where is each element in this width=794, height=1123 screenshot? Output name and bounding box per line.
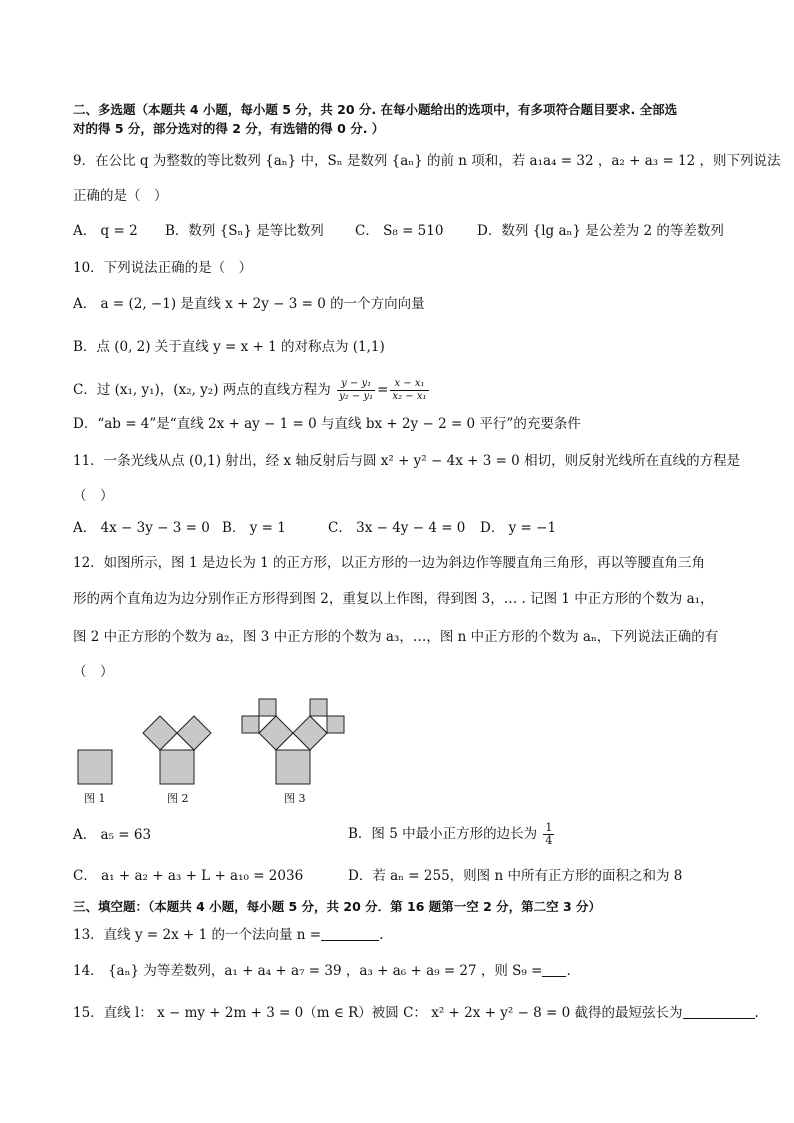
q12-option-b-fraction <box>543 822 554 847</box>
fig3-caption: 图 3 <box>284 792 306 805</box>
fig1-square <box>78 750 112 784</box>
q10-fraction-right <box>390 378 428 403</box>
q12-option-b <box>348 822 556 847</box>
q10-option-d: D．“ab = 4”是“直线 2x + ay − 1 = 0 与直线 bx + 2y − 2 = 0 平行”的充要条件 <box>73 416 581 432</box>
q13-line <box>73 926 383 944</box>
q9-stem-line2: 正确的是（ ） <box>73 188 168 204</box>
q9-stem-line1: 9．在公比 q 为整数的等比数列 {aₙ} 中，Sₙ 是数列 {aₙ} 的前 n 项和，若 a₁a₄ = 32 ，a₂ + a₃ = 12 ，则下列说法 <box>73 153 781 169</box>
q9-option-b: B．数列 {Sₙ} 是等比数列 <box>165 223 324 239</box>
q11-option-d: D． y = −1 <box>480 520 557 536</box>
q12-stem-line4: （ ） <box>73 664 114 680</box>
q9-option-d: D．数列 {lg aₙ} 是公差为 2 的等差数列 <box>477 223 724 239</box>
q12-option-c: C． a₁ + a₂ + a₃ + L + a₁₀ = 2036 <box>73 868 304 884</box>
q14-answer-blank[interactable] <box>542 976 566 977</box>
q15-answer-blank[interactable] <box>683 1018 755 1019</box>
q11-stem-line2: （ ） <box>73 488 114 504</box>
q11-option-a: A． 4x − 3y − 3 = 0 <box>73 520 210 536</box>
fig3-drawing <box>242 699 344 784</box>
fraction-numerator: 1 <box>545 821 553 834</box>
q10-option-a: A． a = (2, −1) 是直线 x + 2y − 3 = 0 的一个方向向量 <box>73 296 425 312</box>
q12-option-a: A． a₅ = 63 <box>73 827 152 843</box>
q9-option-a: A． q = 2 <box>73 223 138 239</box>
q13-text: 13．直线 y = 2x + 1 的一个法向量 n = <box>73 927 322 943</box>
section2-header-line1: 二、多选题（本题共 4 小题，每小题 5 分，共 20 分. 在每小题给出的选项中，有多项符合题目要求. 全部选 <box>73 102 678 117</box>
q15-text: 15．直线 l： x − my + 2m + 3 = 0（m ∈ R）被圆 C： x² + 2x + y² − 8 = 0 截得的最短弦长为 <box>73 1005 683 1021</box>
q10-fraction-left <box>337 378 375 403</box>
fig1-caption: 图 1 <box>84 792 106 805</box>
section3-header: 三、填空题：（本题共 4 小题，每小题 5 分，共 20 分．第 16 题第一空 2 分，第二空 3 分） <box>73 899 602 914</box>
q11-option-b: B． y = 1 <box>222 520 286 536</box>
q13-end: . <box>379 927 384 943</box>
q12-figures <box>70 695 360 790</box>
fraction-numerator: x − x₁ <box>390 378 428 391</box>
q11-stem-line1: 11．一条光线从点 (0,1) 射出，经 x 轴反射后与圆 x² + y² − 4x + 3 = 0 相切，则反射光线所在直线的方程是 <box>73 453 741 469</box>
q11-option-c: C． 3x − 4y − 4 = 0 <box>328 520 466 536</box>
q13-answer-blank[interactable] <box>321 940 379 941</box>
q9-option-c: C． S₈ = 510 <box>355 223 444 239</box>
q15-line <box>73 1004 759 1022</box>
fig2-caption: 图 2 <box>167 792 189 805</box>
q12-stem-line2: 形的两个直角边为边分别作正方形得到图 2，重复以上作图，得到图 3，… . 记图 1 中正方形的个数为 a₁， <box>73 591 714 607</box>
q15-end: . <box>754 1005 759 1021</box>
fig2-drawing <box>143 716 211 784</box>
fraction-denominator: y₂ − y₁ <box>339 391 374 402</box>
q10-option-c-text: C．过 (x₁, y₁)，(x₂, y₂) 两点的直线方程为 <box>73 382 331 398</box>
q14-line <box>73 962 571 980</box>
q10-option-b: B．点 (0, 2) 关于直线 y = x + 1 的对称点为 (1,1) <box>73 339 385 355</box>
q12-stem-line1: 12．如图所示，图 1 是边长为 1 的正方形，以正方形的一边为斜边作等腰直角三角形，再以等腰直角三角 <box>73 555 706 571</box>
section2-header-line2: 对的得 5 分，部分选对的得 2 分，有选错的得 0 分. ） <box>73 121 385 136</box>
q10-option-c: C．过 (x₁, y₁)，(x₂, y₂) 两点的直线方程为 $\frac{\text{y − y₁}}{\text{y₂ − y₁}}$ = $\frac{\text{x − x₁}}{\text{x₂ − x₁}}$ <box>73 378 427 402</box>
q12-option-d: D．若 aₙ = 255，则图 n 中所有正方形的面积之和为 8 <box>348 868 683 884</box>
q14-text: 14． {aₙ} 为等差数列，a₁ + a₄ + a₇ = 39 ，a₃ + a₆ + a₉ = 27 ，则 S₉ = <box>73 963 543 979</box>
q10-stem: 10．下列说法正确的是（ ） <box>73 260 253 276</box>
q12-option-b-text: B．图 5 中最小正方形的边长为 <box>348 826 538 842</box>
fraction-denominator: 4 <box>545 834 553 847</box>
q12-stem-line3: 图 2 中正方形的个数为 a₂，图 3 中正方形的个数为 a₃，…，图 n 中正方形的个数为 aₙ，下列说法正确的有 <box>73 629 719 645</box>
fraction-denominator: x₂ − x₁ <box>392 391 427 402</box>
fraction-numerator: y − y₁ <box>337 378 375 391</box>
q14-end: . <box>566 963 571 979</box>
